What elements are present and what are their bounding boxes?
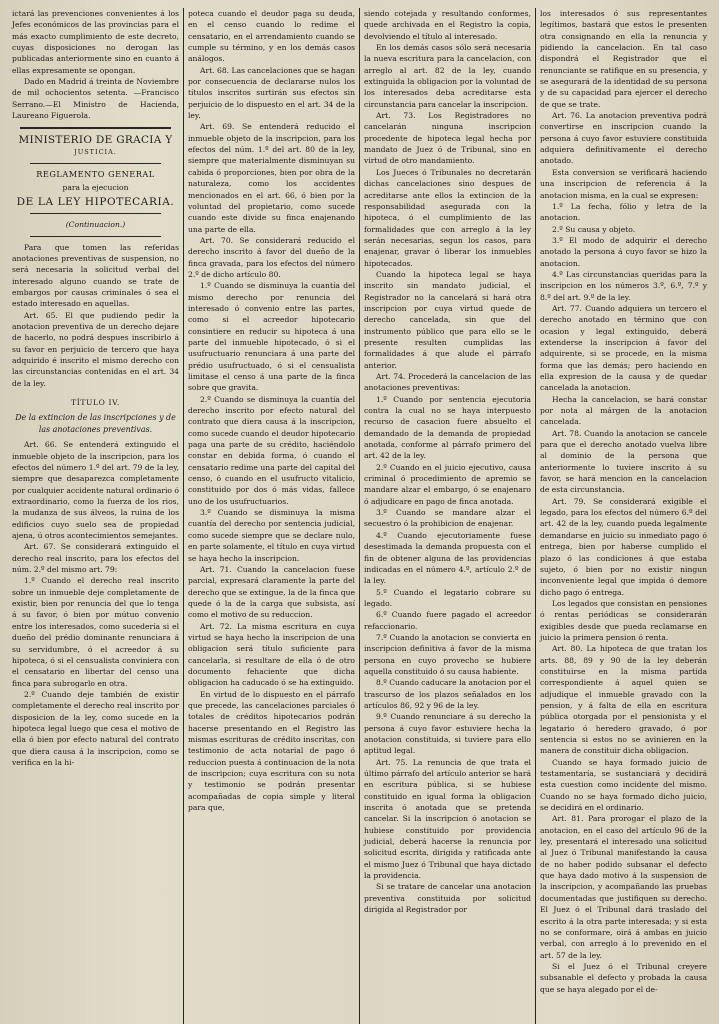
article-79: Art. 79. Se considerará exigible el legado, para los efectos del número 6.º del art. 42 de la ley, cuando pueda legalmente demandarse en juicio su inmediato pago ó entrega, bien por haberse cumplido el plazo ó las condiciones á que estaba sujeto, ó bien por no existir ningun inconveniente legal que impida ó demore dicho pago ó entrega. <box>540 496 707 597</box>
section-divider <box>20 127 171 129</box>
article-78: Art. 78. Cuando la anotacion se cancele para que el derecho anotado vuelva libre al dominio de la persona que anteriormente lo tuviere inscrito á su favor, se hará mencion en la cancelacion de esta circunstancia. <box>540 428 707 495</box>
paragraph: En los demás casos sólo será necesaria la nueva escritura para la cancelacion, con arreglo al art. 82 de la ley, cuando extinguida la obligacion por la voluntad de los interesados deba acreditarse esta circunstancia para cancelar la inscripcion. <box>364 43 531 109</box>
paragraph: 2.º Cuando se disminuya la cuantía del derecho inscrito por efecto natural del contrato que diera causa á la inscripcion, como sucede cuando el deudor hipotecario paga una parte de su crédito, haciéndolo constar en debida forma, ó cuando el censatario redime una parte del capital del censo, ó cuando en el usufructo vitalicio, constituido por dos ó más vidas, fallece uno de los usufructuarios. <box>188 394 355 506</box>
article-66: Art. 66. Se entenderá extinguido el inmueble objeto de la inscripcion, para los efectos del número 1.º del art. 79 de la ley, siempre que desaparezca completamente por cualquier accidente natural ordinario ó extraordinario, como la fuerza de los rios, la mudanza de sus álveos, la ruina de los edificios cuyo suelo sea de propiedad ajena, ú otros acontecimientos semejantes. <box>12 440 179 541</box>
article-73: Art. 73. Los Registradores no cancelarán ninguna inscripcion procedente de hipoteca legal hecha por mandato de Juez ó de Tribunal, sino en virtud de otro mandamiento. <box>364 111 531 166</box>
paragraph: 2.º Cuando deje también de existir completamente el derecho real inscrito por disposicion de la ley, como sucede en la hipoteca legal luego que cesa el motivo de ella ó bien por efecto natural del contrato que diera causa á la inscripcion, como se verifica en la hi- <box>12 689 179 767</box>
paragraph: 1.º Cuando se disminuya la cuantía del mismo derecho por renuncia del interesado ó convenio entre las partes, como si el acreedor hipotecario consintiere en reducir su hipoteca á una parte del inmueble hipotecado, ó si el usufructuario renunciara á una parte del prédio usufructuado, ó si el censualista limitase el censo á una parte de la finca sobre que gravita. <box>188 281 355 393</box>
article-75: Art. 75. La renuncia de que trata el último párrafo del artículo anterior se hará en escritura pública, si se hubiese constituido en igual forma la obligacion inscrita ó anotada que se pretenda cancelar. Si la inscripcion ó anotacion se hubiese constituido por providencia judicial, deberá hacerse la renuncia por solicitud escrita, dirigida y ratificada ante el mismo Juez ó Tribunal que haya dictado la providencia. <box>364 757 531 881</box>
article-69: Art. 69. Se entenderá reducido el inmueble objeto de la inscripcion, para los efectos del núm. 1.º del art. 80 de la ley, siempre que materialmente disminuyan su cabida ó proporciones, bien por obra de la naturaleza, como los accidentes mencionados en el art. 66, ó bien por la voluntad del propietario, como sucede cuando este divide su finca enajenando una parte de ella. <box>188 122 355 234</box>
article-74: Art. 74. Procederá la cancelacion de las anotaciones preventivas: <box>364 372 531 393</box>
paragraph: 1.º Cuando el derecho real inscrito sobre un inmueble deje completamente de existir, bien por renuncia del que lo tenga á su favor, ó bien por mútuo convenio entre los interesados, como sucedería si el dueño del prédio dominante renunciara á su servidumbre, ó el acreedor á su hipoteca, ó si el censualista conviniera con el censatario en libertar del censo una finca para subrogarlo en otra. <box>12 576 179 688</box>
paragraph: 7.º Cuando la anotacion se convierta en inscripcion definitiva á favor de la misma persona en cuyo provecho se hubiere aquella constituido ó su causa habiente. <box>364 632 531 676</box>
article-68: Art. 68. Las cancelaciones que se hagan por consecuencia de declararse nulos los títulos inscritos surtirán sus efectos sin perjuicio de lo dispuesto en el art. 34 de la ley. <box>188 65 355 121</box>
decree-ending: ictará las prevenciones convenientes á los Jefes económicos de las provincias para el más exacto cumplimiento de este decreto, cuyas disposiciones no derogan las publicadas anteriormente sino en cuanto á ellas expresamente se opongan. <box>12 9 179 75</box>
paragraph: 2.º Cuando en el juicio ejecutivo, causa criminal ó procedimiento de apremio se mandare alzar el embargo, ó se enajenaro ó adjudicare en pago de finca anotada. <box>364 462 531 506</box>
short-divider <box>30 213 161 214</box>
paragraph: Cuando se haya formado juicio de testamentaría, se sustanciará y decidirá esta cuestion como incidente del mismo. Cuando no se haya formado dicho juicio, se decidirá en el ordinario. <box>540 757 707 813</box>
article-76: Art. 76. La anotacion preventiva podrá convertirse en inscripcion cuando la persona á cuyo favor estuviere constituida adquiera definitivamente el derecho anotado. <box>540 111 707 166</box>
paragraph: 4.º Cuando ejecutoriamente fuese desestimada la demanda propuesta con el fin de obtener alguna de las providencias indicadas en el número 4.º, artículo 2.º de la ley. <box>364 530 531 586</box>
paragraph: Si el Juez ó el Tribunal creyere subsanable el defecto y probada la causa que se haya alegado por el de- <box>540 961 707 994</box>
paragraph: 1.º Cuando por sentencia ejecutoria contra la cual no se haya interpuesto recurso de casacion fuere absuelto el demandado de la demanda de propiedad anotada, conforme al párrafo primero del art. 42 de la ley. <box>364 394 531 461</box>
paragraph: 3.º El modo de adquirir el derecho anotado la persona á cuyo favor se hizo la anotacion. <box>540 235 707 268</box>
paragraph: Para que tomen las referidas anotaciones preventivas de suspension, no será necesaria la solicitud verbal del interesado alguno cuando se trate de embargos por causas criminales ó sea el estado interesado en aquellas. <box>12 242 179 309</box>
paragraph: 8.º Cuando caducare la anotacion por el trascurso de los plazos señalados en los artículos 86, 92 y 96 de la ley. <box>364 678 531 710</box>
paragraph: 2.º Su causa y objeto. <box>552 224 636 234</box>
column-4 <box>536 8 711 1024</box>
title-subheading: De la extincion de las inscripciones y de las anotaciones preventivas. <box>15 413 176 434</box>
paragraph: Si se tratare de cancelar una anotacion preventiva constituida por solicitud dirigida al Registrador por <box>364 882 531 915</box>
decree-signature: Dado en Madrid á treinta de Noviembre de mil ochocientos setenta. —Francisco Serrano.—El Ministro de Hacienda, Laureano Figuerola. <box>12 77 179 121</box>
paragraph: 3.º Cuando se disminuya la misma cuantía del derecho por sentencia judicial, como sucede siempre que se declare nulo, en parte solamente, el título en cuya virtud se haya hecho la inscripcion. <box>188 508 355 563</box>
article-72: Art. 72. La misma escritura en cuya virtud se haya hecho la inscripcion de una obligacion será título suficiente para cancelarla, si resultare de ella ó de otro documento fehaciente que dicha obligacion ha caducado ó se ha extinguido. <box>188 621 355 688</box>
paragraph: Los legados que consistan en pensiones ó rentas periódicas se considerarán exigibles desde que pueda reclamarse en juicio la primera pension ó renta. <box>540 598 707 642</box>
article-65: Art. 65. El que pudiendo pedir la anotacion preventiva de un derecho dejare de hacerlo, no podrá despues inscribirlo á su favor en perjuicio de tercero que haya adquirido é inscrito el mismo derecho con las circunstancias contenidas en el art. 34 de la ley. <box>12 310 179 388</box>
column-3 <box>360 8 536 1024</box>
article-77: Art. 77. Cuando adquiera un tercero el derecho anotado en término que con ocasion y legal extinguido, deberá extenderse la inscripcion á favor del adquirente, si se procede, en la misma forma que las demás; pero haciendo en ella expresion de la causa y de quedar cancelada la anotacion. <box>540 303 707 393</box>
short-divider <box>30 163 161 164</box>
paragraph: 3.º Cuando se mandare alzar el secuestro ó la prohibicion de enajenar. <box>364 508 531 529</box>
paragraph: 1.º La fecha, fólio y letra de la anotacion. <box>540 201 707 223</box>
title-heading: TÍTULO IV. <box>71 397 120 407</box>
paragraph: 5.º Cuando el legatario cobrare su legado. <box>364 587 531 608</box>
paragraph: los interesados ó sus representantes legítimos, bastará que estos le presenten otra consignando en ella la renuncia y pidiendo la cancelacion. En tal caso dispondrá el Registrador que el renunciante se ratifique en su presencia, y se asegurará de la identidad de su persona y de su capacidad para ejercer el derecho de que se trate. <box>540 9 707 109</box>
text-columns <box>8 8 711 1024</box>
law-heading: DE LA LEY HIPOTECARIA. <box>16 195 175 208</box>
paragraph: Cuando la hipoteca legal se haya inscrito sin mandato judicial, el Registrador no la cancelará si hará otra inscripcion por cuya virtud quede de derecho cancelada, sin que del instrumento público que para ello se le presente resulten cumplidas las formalidades á que alude el párrafo anterior. <box>364 269 531 370</box>
paragraph: siendo cotejada y resultando conformes, quede archivada en el Registro la copia, devolviendo el título al interesado. <box>364 9 531 41</box>
paragraph: En virtud de lo dispuesto en el párrafo que precede, las cancelaciones parciales ó totales de créditos hipotecarios podrán hacerse presentando en el Registro las mismas escrituras de crédito inscritas, con testimonio de acta notarial de pago ó reduccion puesta á continuacion de la nota de inscripcion; cuya escritura con su nota y testimonio se podrán presentar acompañadas de copia simple y literal para que, <box>188 689 355 813</box>
article-71: Art. 71. Cuando la cancelacion fuese parcial, expresará claramente la parte del derecho que se extingue, la de la finca que quede ó la de la carga que subsista, así como el motivo de su reduccion. <box>188 564 355 620</box>
article-81: Art. 81. Para prorogar el plazo de la anotacion, en el caso del artículo 96 de la ley, presentará el interesado una solicitud al Juez ó Tribunal manifestando la causa de no haber podido subsanar el defecto que haya dado motivo á la suspension de la inscripcion, y acompañando las pruebas documentadas que justifiquen su derecho. El Juez ó el Tribunal dará traslado del escrito á la otra parte interesada; y si esta no se conformare, oirá á ambas en juicio verbal, con arreglo á lo prevenido en el art. 57 de la ley. <box>540 814 707 960</box>
ministry-heading: MINISTERIO DE GRACIA Y <box>18 134 173 147</box>
article-80: Art. 80. La hipoteca de que tratan los arts. 88, 89 y 90 de la ley deberán constituirse en la misma partida correspondiente á aquel quien se adjudique el inmueble gravado con la pension, y á falta de ella en escritura pública otorgada por el pensionista y el legatario ó heredero gravado, ó por sentencia si estos no se avinieren en la manera de constituir dicha obligacion. <box>540 644 707 756</box>
paragraph: Los Jueces ó Tribunales no decretarán dichas cancelaciones sino despues de acreditarse ante ellos la extincion de la responsabilidad asegurada con la hipoteca, ó el cumplimiento de las formalidades que con arreglo á la ley serán necesarias, segun los casos, para enajenar, gravar ó liberar los inmuebles hipotecados. <box>364 167 531 268</box>
paragraph: Esta conversion se verificará haciendo una inscripcion de referencia á la anotacion misma, en la cual se expresen: <box>540 167 707 200</box>
paragraph: Hecha la cancelacion, se hará constar por nota al márgen de la anotacion cancelada. <box>540 394 707 427</box>
regulation-subheading: para la ejecucion <box>62 183 129 193</box>
column-1 <box>8 8 184 1024</box>
regulation-heading: REGLAMENTO GENERAL <box>36 169 155 180</box>
column-2 <box>184 8 360 1024</box>
continuation-note: (Continuacion.) <box>65 220 126 230</box>
paragraph: 6.º Cuando fuere pagado el acreedor refaccionario. <box>364 610 531 631</box>
short-divider <box>30 236 161 237</box>
paragraph: 4.º Las circunstancias queridas para la inscripcion en los números 3.º, 6.º, 7.º y 8.º del art. 9.º de la ley. <box>540 269 707 302</box>
ministry-subheading: JUSTICIA. <box>74 147 117 156</box>
paragraph: 9.º Cuando renunciare á su derecho la persona á cuyo favor estuviere hecha la anotacion constituida, si tuviere para ello aptitud legal. <box>364 712 531 756</box>
paragraph: poteca cuando el deudor paga su deuda, en el censo cuando lo redime el censatario, en el arrendamiento cuando se cumple su término, y en los demás casos análogos. <box>188 9 355 64</box>
article-70: Art. 70. Se considerará reducido el derecho inscrito á favor del dueño de la finca gravada, para los efectos del número 2.º de dicho artículo 80. <box>188 235 355 279</box>
article-67: Art. 67. Se considerará extinguido el derecho real inscrito, para los efectos del núm. 2.º del mismo art. 79: <box>12 542 179 575</box>
